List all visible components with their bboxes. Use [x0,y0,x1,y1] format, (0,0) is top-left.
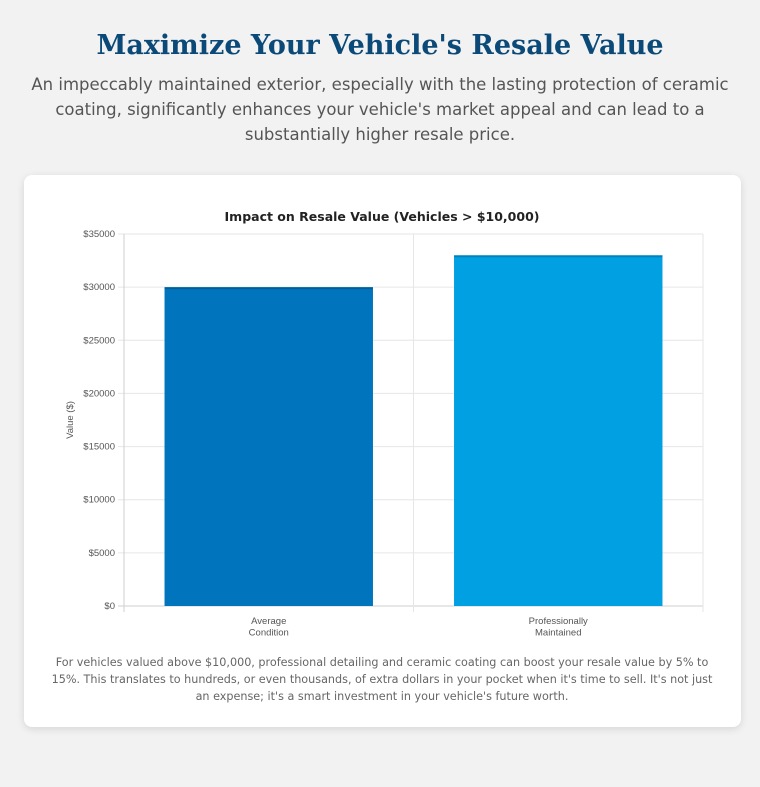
bar[interactable] [165,287,373,606]
y-tick-label: $35000 [83,229,115,240]
x-tick-label: Maintained [535,627,582,639]
y-axis-ticks [83,229,115,612]
page-title: Maximize Your Vehicle's Resale Value [96,30,664,61]
chart-title: Impact on Resale Value (Vehicles > $10,000) [224,209,540,224]
y-tick-label: $15000 [83,441,115,453]
x-axis-ticks [249,616,588,639]
x-tick-label: Professionally [528,616,588,627]
y-tick-label: $25000 [83,335,115,347]
y-tick-label: $20000 [83,388,115,400]
x-tick-label: Average [251,616,287,627]
y-axis-label: Value ($) [65,401,76,439]
resale-value-chart [24,175,741,645]
chart-footnote: For vehicles valued above $10,000, professional detailing and ceramic coating can boost your resale value by 5% to 15%. This translates to hundreds, or even thousands, of extra dollars in your pocket when it's time to sell. It's not just an expense; it's a smart investment in your vehicle's future worth. [51,656,713,703]
y-tick-label: $0 [104,601,115,612]
x-tick-label: Condition [248,627,289,639]
bar[interactable] [454,255,662,606]
y-tick-label: $30000 [83,282,115,294]
page-subtitle: An impeccably maintained exterior, especially with the lasting protection of ceramic coating, significantly enhances your vehicle's market appeal and can lead to a substantially higher resale price. [31,75,729,144]
y-tick-label: $5000 [88,547,115,559]
bar-top-edge [165,287,373,289]
chart-card [24,175,741,727]
bar-top-edge [454,255,662,257]
y-tick-label: $10000 [83,494,115,506]
